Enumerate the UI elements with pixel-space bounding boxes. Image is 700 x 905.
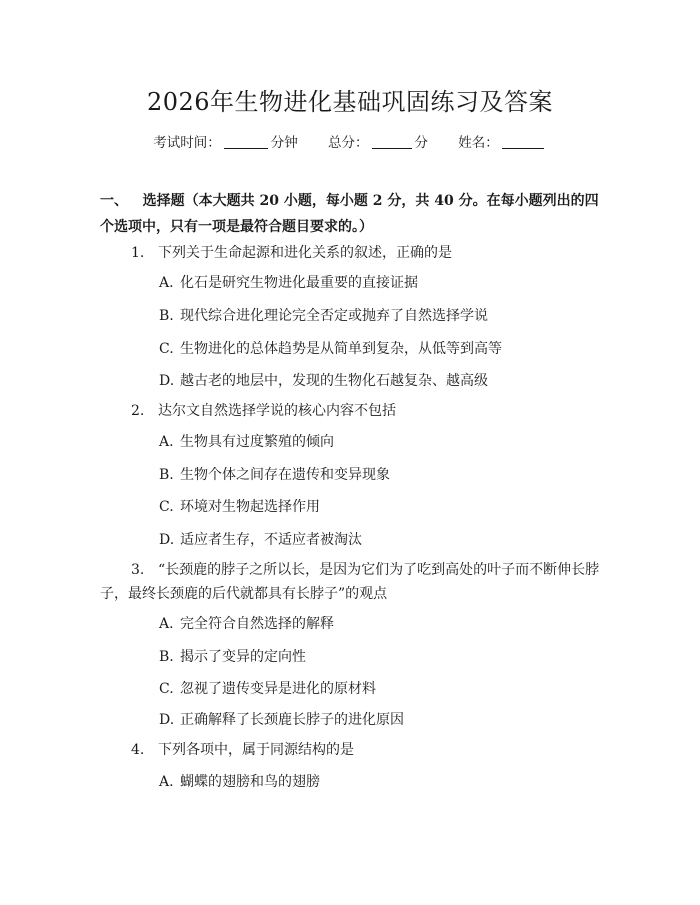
question-1-option-c [159, 337, 599, 361]
section-instructions: 选择题（本大题共 20 小题，每小题 2 分，共 40 分。在每小题列出的四个选项中，只有一项是最符合题目要求的。） [100, 193, 599, 235]
question-1-option-d [159, 369, 599, 393]
option-letter: D. [159, 532, 175, 548]
total-score-blank [372, 147, 412, 149]
option-text: 生物进化的总体趋势是从简单到复杂，从低等到高等 [180, 341, 502, 357]
option-letter: A. [159, 434, 174, 450]
option-letter: C. [159, 341, 174, 357]
question-3-option-a [159, 612, 599, 636]
question-2-option-b [159, 463, 599, 487]
option-text: 适应者生存，不适应者被淘汰 [180, 532, 362, 548]
option-text: 环境对生物起选择作用 [180, 499, 320, 515]
question-1-option-b [159, 304, 599, 328]
option-text: 生物具有过度繁殖的倾向 [180, 434, 334, 450]
option-text: 现代综合进化理论完全否定或抛弃了自然选择学说 [180, 308, 488, 324]
question-1 [100, 241, 600, 265]
question-stem: 下列关于生命起源和进化关系的叙述，正确的是 [158, 245, 452, 261]
question-2 [100, 399, 600, 423]
total-score-unit: 分 [414, 135, 428, 151]
question-3-option-d [159, 708, 599, 732]
question-number: 3. [131, 562, 145, 578]
exam-info-line [0, 131, 700, 151]
option-text: 越古老的地层中，发现的生物化石越复杂、越高级 [180, 373, 488, 389]
question-3-option-b [159, 645, 599, 669]
question-2-option-a [159, 430, 599, 454]
exam-time-unit: 分钟 [270, 135, 298, 151]
option-text: 蝴蝶的翅膀和鸟的翅膀 [180, 774, 320, 790]
option-text: 完全符合自然选择的解释 [180, 616, 334, 632]
question-stem: 下列各项中，属于同源结构的是 [158, 742, 354, 758]
option-letter: D. [159, 712, 175, 728]
question-number: 2. [131, 403, 145, 419]
question-stem: “长颈鹿的脖子之所以长，是因为它们为了吃到高处的叶子而不断伸长脖子，最终长颈鹿的后代就都具有长脖子”的观点 [100, 562, 600, 602]
option-text: 化石是研究生物进化最重要的直接证据 [180, 275, 418, 291]
option-text: 生物个体之间存在遗传和变异现象 [180, 467, 390, 483]
option-text: 正确解释了长颈鹿长脖子的进化原因 [180, 712, 404, 728]
option-letter: B. [159, 308, 174, 324]
student-name-blank [502, 147, 544, 149]
option-text: 揭示了变异的定向性 [180, 649, 306, 665]
question-number: 4. [131, 742, 145, 758]
question-4 [100, 738, 600, 762]
option-letter: A. [159, 616, 174, 632]
total-score-label: 总分： [328, 135, 369, 151]
question-stem: 达尔文自然选择学说的核心内容不包括 [158, 403, 396, 419]
option-letter: B. [159, 467, 174, 483]
question-3 [100, 558, 600, 606]
option-letter: A. [159, 774, 174, 790]
exam-time-field [153, 131, 298, 151]
student-name-field [458, 131, 547, 151]
option-text: 忽视了遗传变异是进化的原材料 [180, 681, 376, 697]
question-3-option-c [159, 677, 599, 701]
question-2-option-c [159, 495, 599, 519]
student-name-label: 姓名： [458, 135, 499, 151]
section-number: 一、 [100, 193, 128, 209]
option-letter: A. [159, 275, 174, 291]
section-heading [100, 188, 600, 240]
exam-time-blank [224, 147, 268, 149]
total-score-field [328, 131, 428, 151]
exam-time-label: 考试时间： [153, 135, 221, 151]
option-letter: B. [159, 649, 174, 665]
question-1-option-a [159, 271, 599, 295]
option-letter: C. [159, 499, 174, 515]
question-4-option-a [159, 770, 599, 794]
question-2-option-d [159, 528, 599, 552]
option-letter: D. [159, 373, 175, 389]
option-letter: C. [159, 681, 174, 697]
page-title: 2026年生物进化基础巩固练习及答案 [146, 88, 554, 116]
question-number: 1. [131, 245, 145, 261]
